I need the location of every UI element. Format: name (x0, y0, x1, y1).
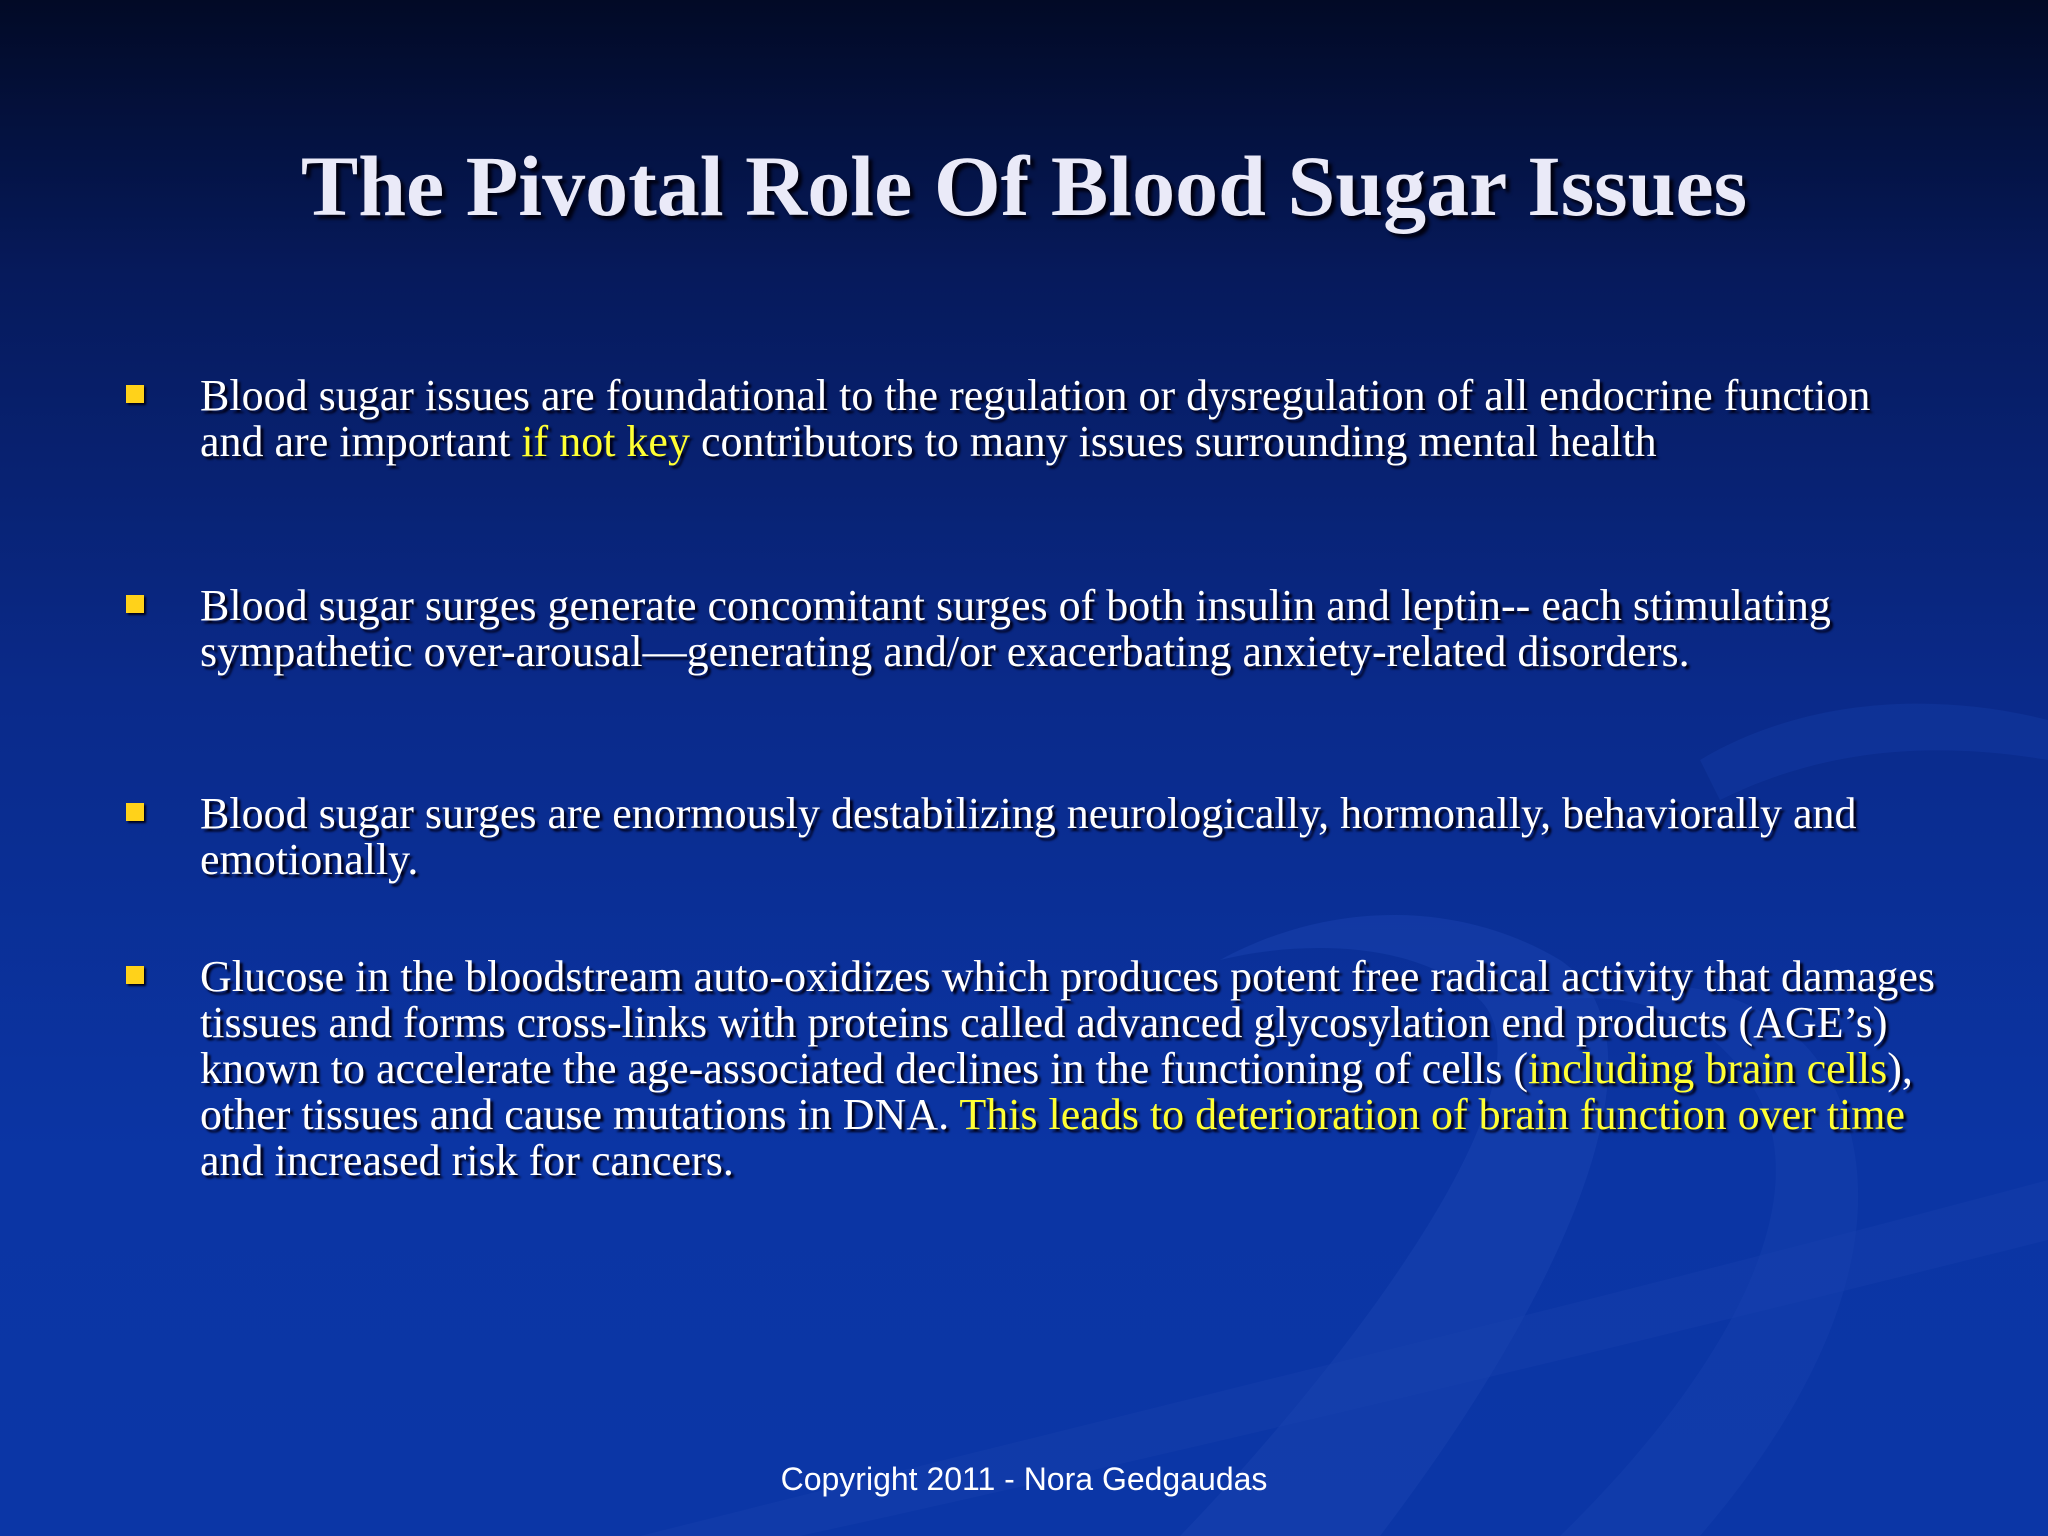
bullet-text: Blood sugar surges generate concomitant surges of both insulin and leptin-- each stimulating sympathetic over-arousal—generating and/or exacerbating anxiety-related disorders. (200, 581, 1831, 676)
bullet-item-insulin-leptin (200, 583, 1940, 675)
square-bullet-icon (126, 966, 144, 984)
bullet-text: Blood sugar surges are enormously destabilizing neurologically, hormonally, behaviorally and emotionally. (200, 789, 1857, 884)
bullet-text: Glucose in the bloodstream auto-oxidizes which produces potent free radical activity that damages tissues and forms cross-links with proteins called advanced glycosylation end products (AGE’s) known to accelerate the age-associated declines in the functioning of cells ( (200, 952, 1935, 1093)
bullet-item-glucose-oxidation (200, 954, 1940, 1184)
slide-title: The Pivotal Role Of Blood Sugar Issues (300, 138, 1748, 234)
highlighted-text: if not key (521, 417, 690, 466)
square-bullet-icon (126, 385, 144, 403)
bullet-item-endocrine (200, 373, 1940, 465)
bullet-item-destabilizing (200, 791, 1940, 883)
bullet-text: contributors to many issues surrounding mental health (689, 417, 1657, 466)
bullet-text: ), other tissues and cause mutations in DNA. (200, 1044, 1913, 1139)
bullet-text: Blood sugar issues are foundational to the regulation or dysregulation of all endocrine function and are important (200, 371, 1871, 466)
bullet-text: and increased risk for cancers. (200, 1136, 734, 1185)
square-bullet-icon (126, 595, 144, 613)
highlighted-text: This leads to deterioration of brain function over time (959, 1090, 1906, 1139)
highlighted-text: including brain cells (1528, 1044, 1888, 1093)
square-bullet-icon (126, 803, 144, 821)
copyright-footer: Copyright 2011 - Nora Gedgaudas (780, 1461, 1268, 1497)
